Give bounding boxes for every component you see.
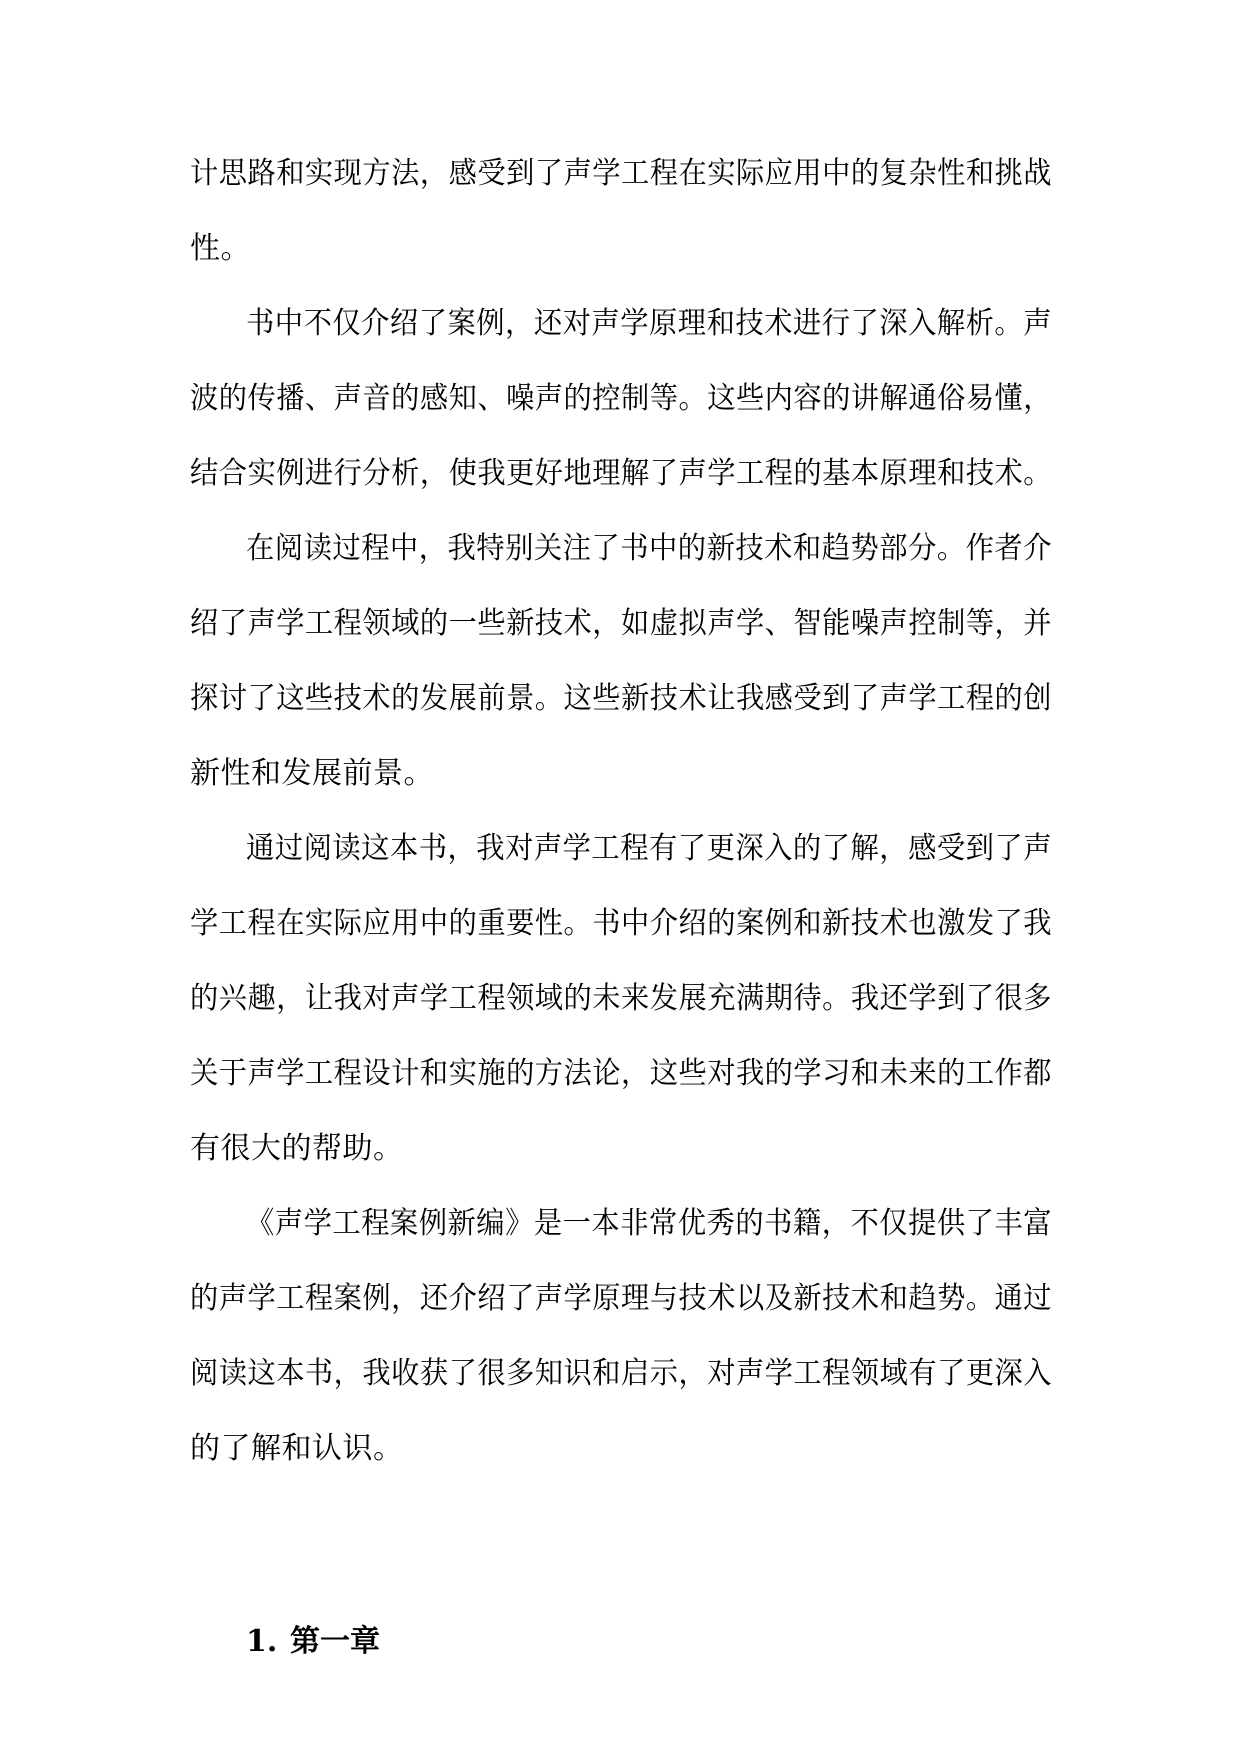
- paragraph-1-line-2: 性。: [190, 231, 251, 266]
- paragraph-4-line-2: 学工程在实际应用中的重要性。书中介绍的案例和新技术也激发了我: [190, 906, 1053, 941]
- paragraph-4-line-1: 通过阅读这本书，我对声学工程有了更深入的了解，感受到了声: [246, 831, 1053, 866]
- paragraph-1-line-1: 计思路和实现方法，感受到了声学工程在实际应用中的复杂性和挑战: [190, 156, 1053, 191]
- paragraph-2-line-3: 结合实例进行分析，使我更好地理解了声学工程的基本原理和技术。: [190, 456, 1053, 491]
- paragraph-3-line-4: 新性和发展前景。: [190, 756, 434, 791]
- paragraph-3-line-1: 在阅读过程中，我特别关注了书中的新技术和趋势部分。作者介: [246, 531, 1053, 566]
- chapter-heading-number: 1.: [246, 1624, 278, 1659]
- paragraph-5-line-2: 的声学工程案例，还介绍了声学原理与技术以及新技术和趋势。通过: [190, 1281, 1053, 1316]
- paragraph-5-line-3: 阅读这本书，我收获了很多知识和启示，对声学工程领域有了更深入: [190, 1356, 1053, 1391]
- paragraph-4-line-5: 有很大的帮助。: [190, 1131, 404, 1166]
- chapter-heading-title: 第一章: [290, 1624, 380, 1659]
- paragraph-5-line-1: 《声学工程案例新编》是一本非常优秀的书籍，不仅提供了丰富: [246, 1206, 1053, 1241]
- chapter-heading: [246, 1612, 380, 1672]
- paragraph-3-line-2: 绍了声学工程领域的一些新技术，如虚拟声学、智能噪声控制等，并: [190, 606, 1053, 641]
- paragraph-3-line-3: 探讨了这些技术的发展前景。这些新技术让我感受到了声学工程的创: [190, 681, 1053, 716]
- paragraph-2-line-2: 波的传播、声音的感知、噪声的控制等。这些内容的讲解通俗易懂，: [190, 381, 1053, 416]
- paragraph-2-line-1: 书中不仅介绍了案例，还对声学原理和技术进行了深入解析。声: [246, 306, 1053, 341]
- paragraph-4-line-3: 的兴趣，让我对声学工程领域的未来发展充满期待。我还学到了很多: [190, 981, 1053, 1016]
- paragraph-5-line-4: 的了解和认识。: [190, 1431, 404, 1466]
- paragraph-4-line-4: 关于声学工程设计和实施的方法论，这些对我的学习和未来的工作都: [190, 1056, 1053, 1091]
